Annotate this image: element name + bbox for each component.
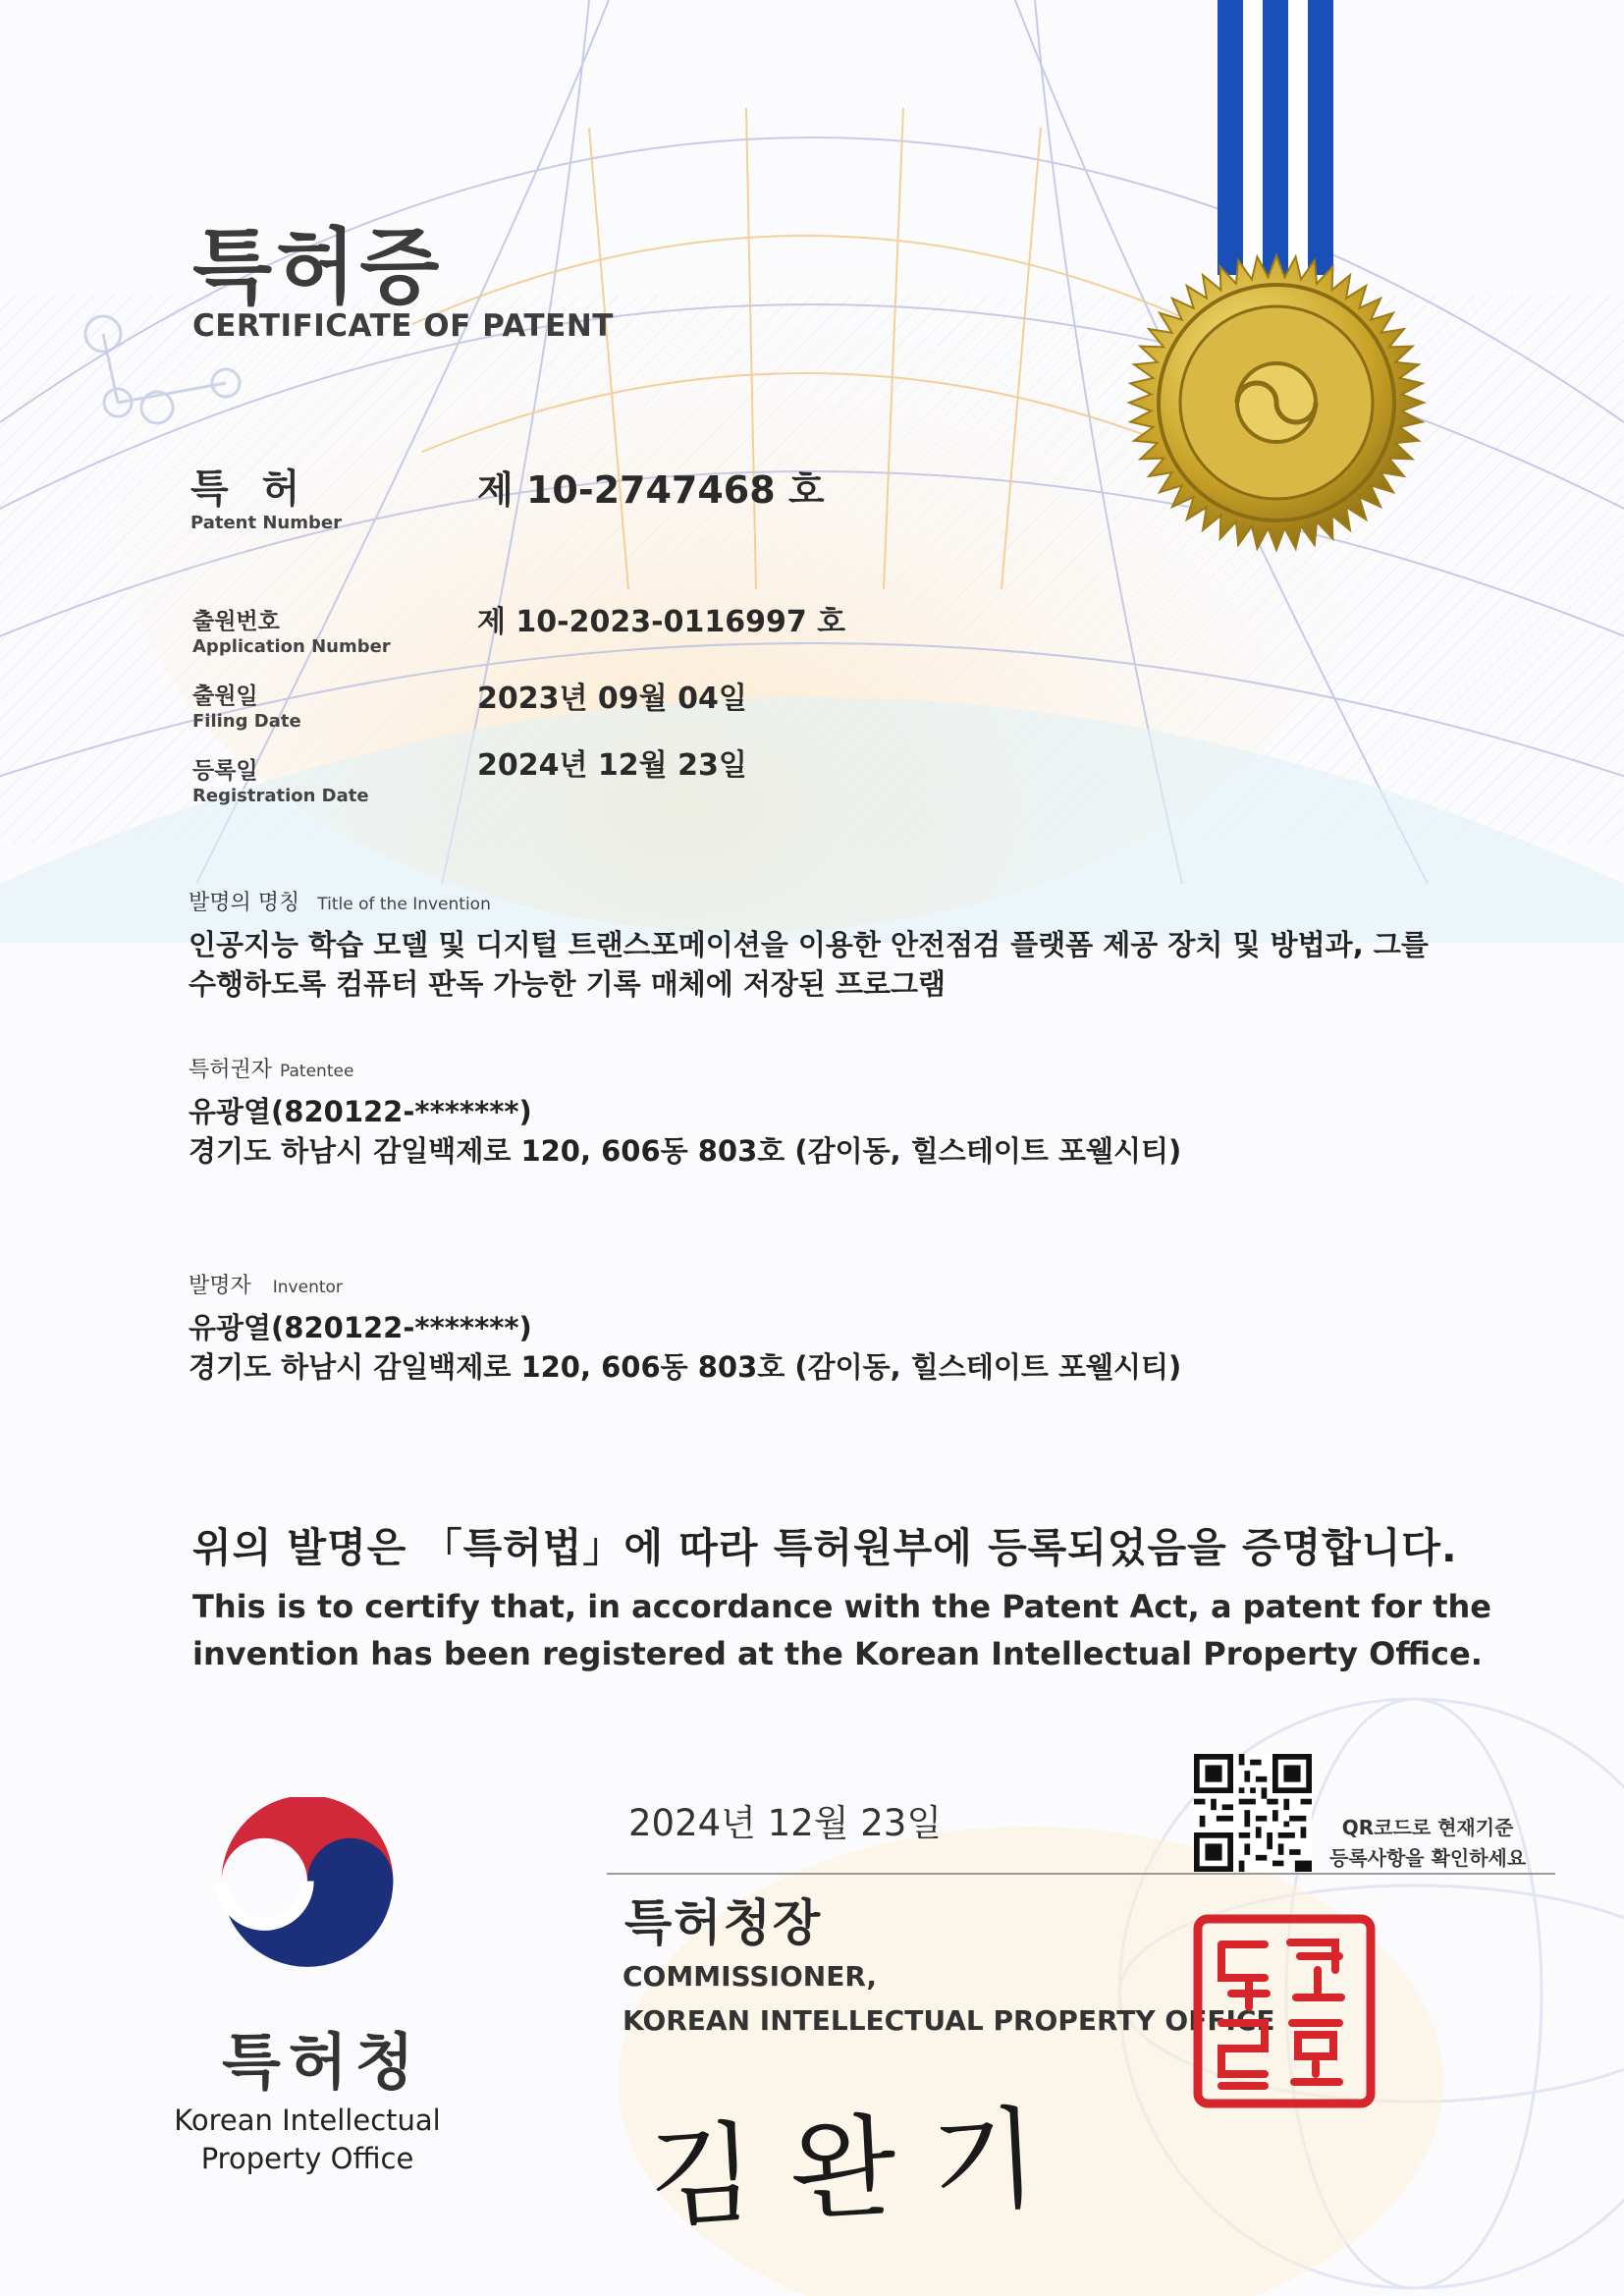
qr-code[interactable]	[1194, 1754, 1312, 1872]
office-name-en: Korean Intellectual Property Office	[174, 2104, 441, 2175]
official-stamp	[1192, 1913, 1377, 2109]
patent-number: 제 10-2747468 호	[477, 468, 825, 512]
commissioner-title-en-line-1: COMMISSIONER,	[623, 1960, 878, 1993]
registration-date: 2024년 12월 23일	[477, 748, 747, 783]
office-name-ko: 특허청	[222, 2026, 422, 2098]
qr-instruction-line-1: QR코드로 현재기준	[1341, 1816, 1514, 1839]
commissioner-title-en-line-2: KOREAN INTELLECTUAL PROPERTY OFFICE	[623, 2004, 1275, 2037]
issue-date: 2024년 12월 23일	[628, 1802, 943, 1844]
gold-seal-graphic	[1129, 255, 1424, 550]
certificate-title-ko: 특허증	[192, 219, 444, 315]
filing-label-ko: 출원일	[192, 683, 258, 709]
application-label-ko: 출원번호	[192, 609, 280, 634]
filing-date: 2023년 09월 04일	[477, 682, 747, 716]
patent-label-en: Patent Number	[190, 513, 342, 533]
qr-instruction-line-2: 등록사항을 확인하세요	[1329, 1846, 1527, 1870]
filing-label-en: Filing Date	[192, 711, 301, 732]
patentee-label-en: Patentee	[280, 1062, 354, 1081]
patentee-label-ko: 특허권자	[189, 1058, 273, 1082]
invention-section-label	[189, 886, 491, 916]
inventor-section-label	[189, 1269, 343, 1299]
application-number: 제 10-2023-0116997 호	[477, 605, 846, 639]
qr-instruction	[1329, 1813, 1526, 1874]
inventor-label-ko: 발명자	[189, 1274, 251, 1298]
taegeuk-logo	[214, 1797, 401, 1984]
registration-label-en: Registration Date	[192, 786, 369, 806]
application-label-en: Application Number	[192, 636, 391, 657]
invention-label-ko: 발명의 명칭	[189, 891, 300, 915]
registration-label-ko: 등록일	[192, 758, 258, 784]
patentee-name: 유광열(820122-*******)	[189, 1095, 532, 1128]
certificate-title-en: CERTIFICATE OF PATENT	[192, 308, 614, 344]
patent-label-ko: 특 허	[190, 466, 310, 512]
invention-title-line-2: 수행하도록 컴퓨터 판독 가능한 기록 매체에 저장된 프로그램	[189, 967, 947, 1001]
certification-statement-ko: 위의 발명은 「특허법」에 따라 특허원부에 등록되었음을 증명합니다.	[192, 1524, 1458, 1571]
certification-statement-en: This is to certify that, in accordance with the Patent Act, a patent for the invention has been registered at the Korean Intellectual Property Office.	[192, 1588, 1491, 1672]
inventor-name: 유광열(820122-*******)	[189, 1311, 532, 1344]
commissioner-title-en	[623, 1954, 1275, 2043]
invention-title-line-1: 인공지능 학습 모델 및 디지털 트랜스포메이션을 이용한 안전점검 플랫폼 제공 장치 및 방법과, 그를	[189, 928, 1429, 961]
commissioner-title-ko: 특허청장	[624, 1894, 823, 1951]
patentee-address: 경기도 하남시 감일백제로 120, 606동 803호 (감이동, 힐스테이트 포웰시티)	[189, 1134, 1182, 1168]
inventor-address: 경기도 하남시 감일백제로 120, 606동 803호 (감이동, 힐스테이트 포웰시티)	[189, 1350, 1182, 1384]
ribbon-graphic	[1218, 0, 1333, 275]
commissioner-signature: 김완기	[645, 2093, 1077, 2244]
patentee-section-label	[189, 1053, 353, 1083]
inventor-label-en: Inventor	[272, 1278, 343, 1297]
invention-label-en: Title of the Invention	[317, 895, 491, 914]
